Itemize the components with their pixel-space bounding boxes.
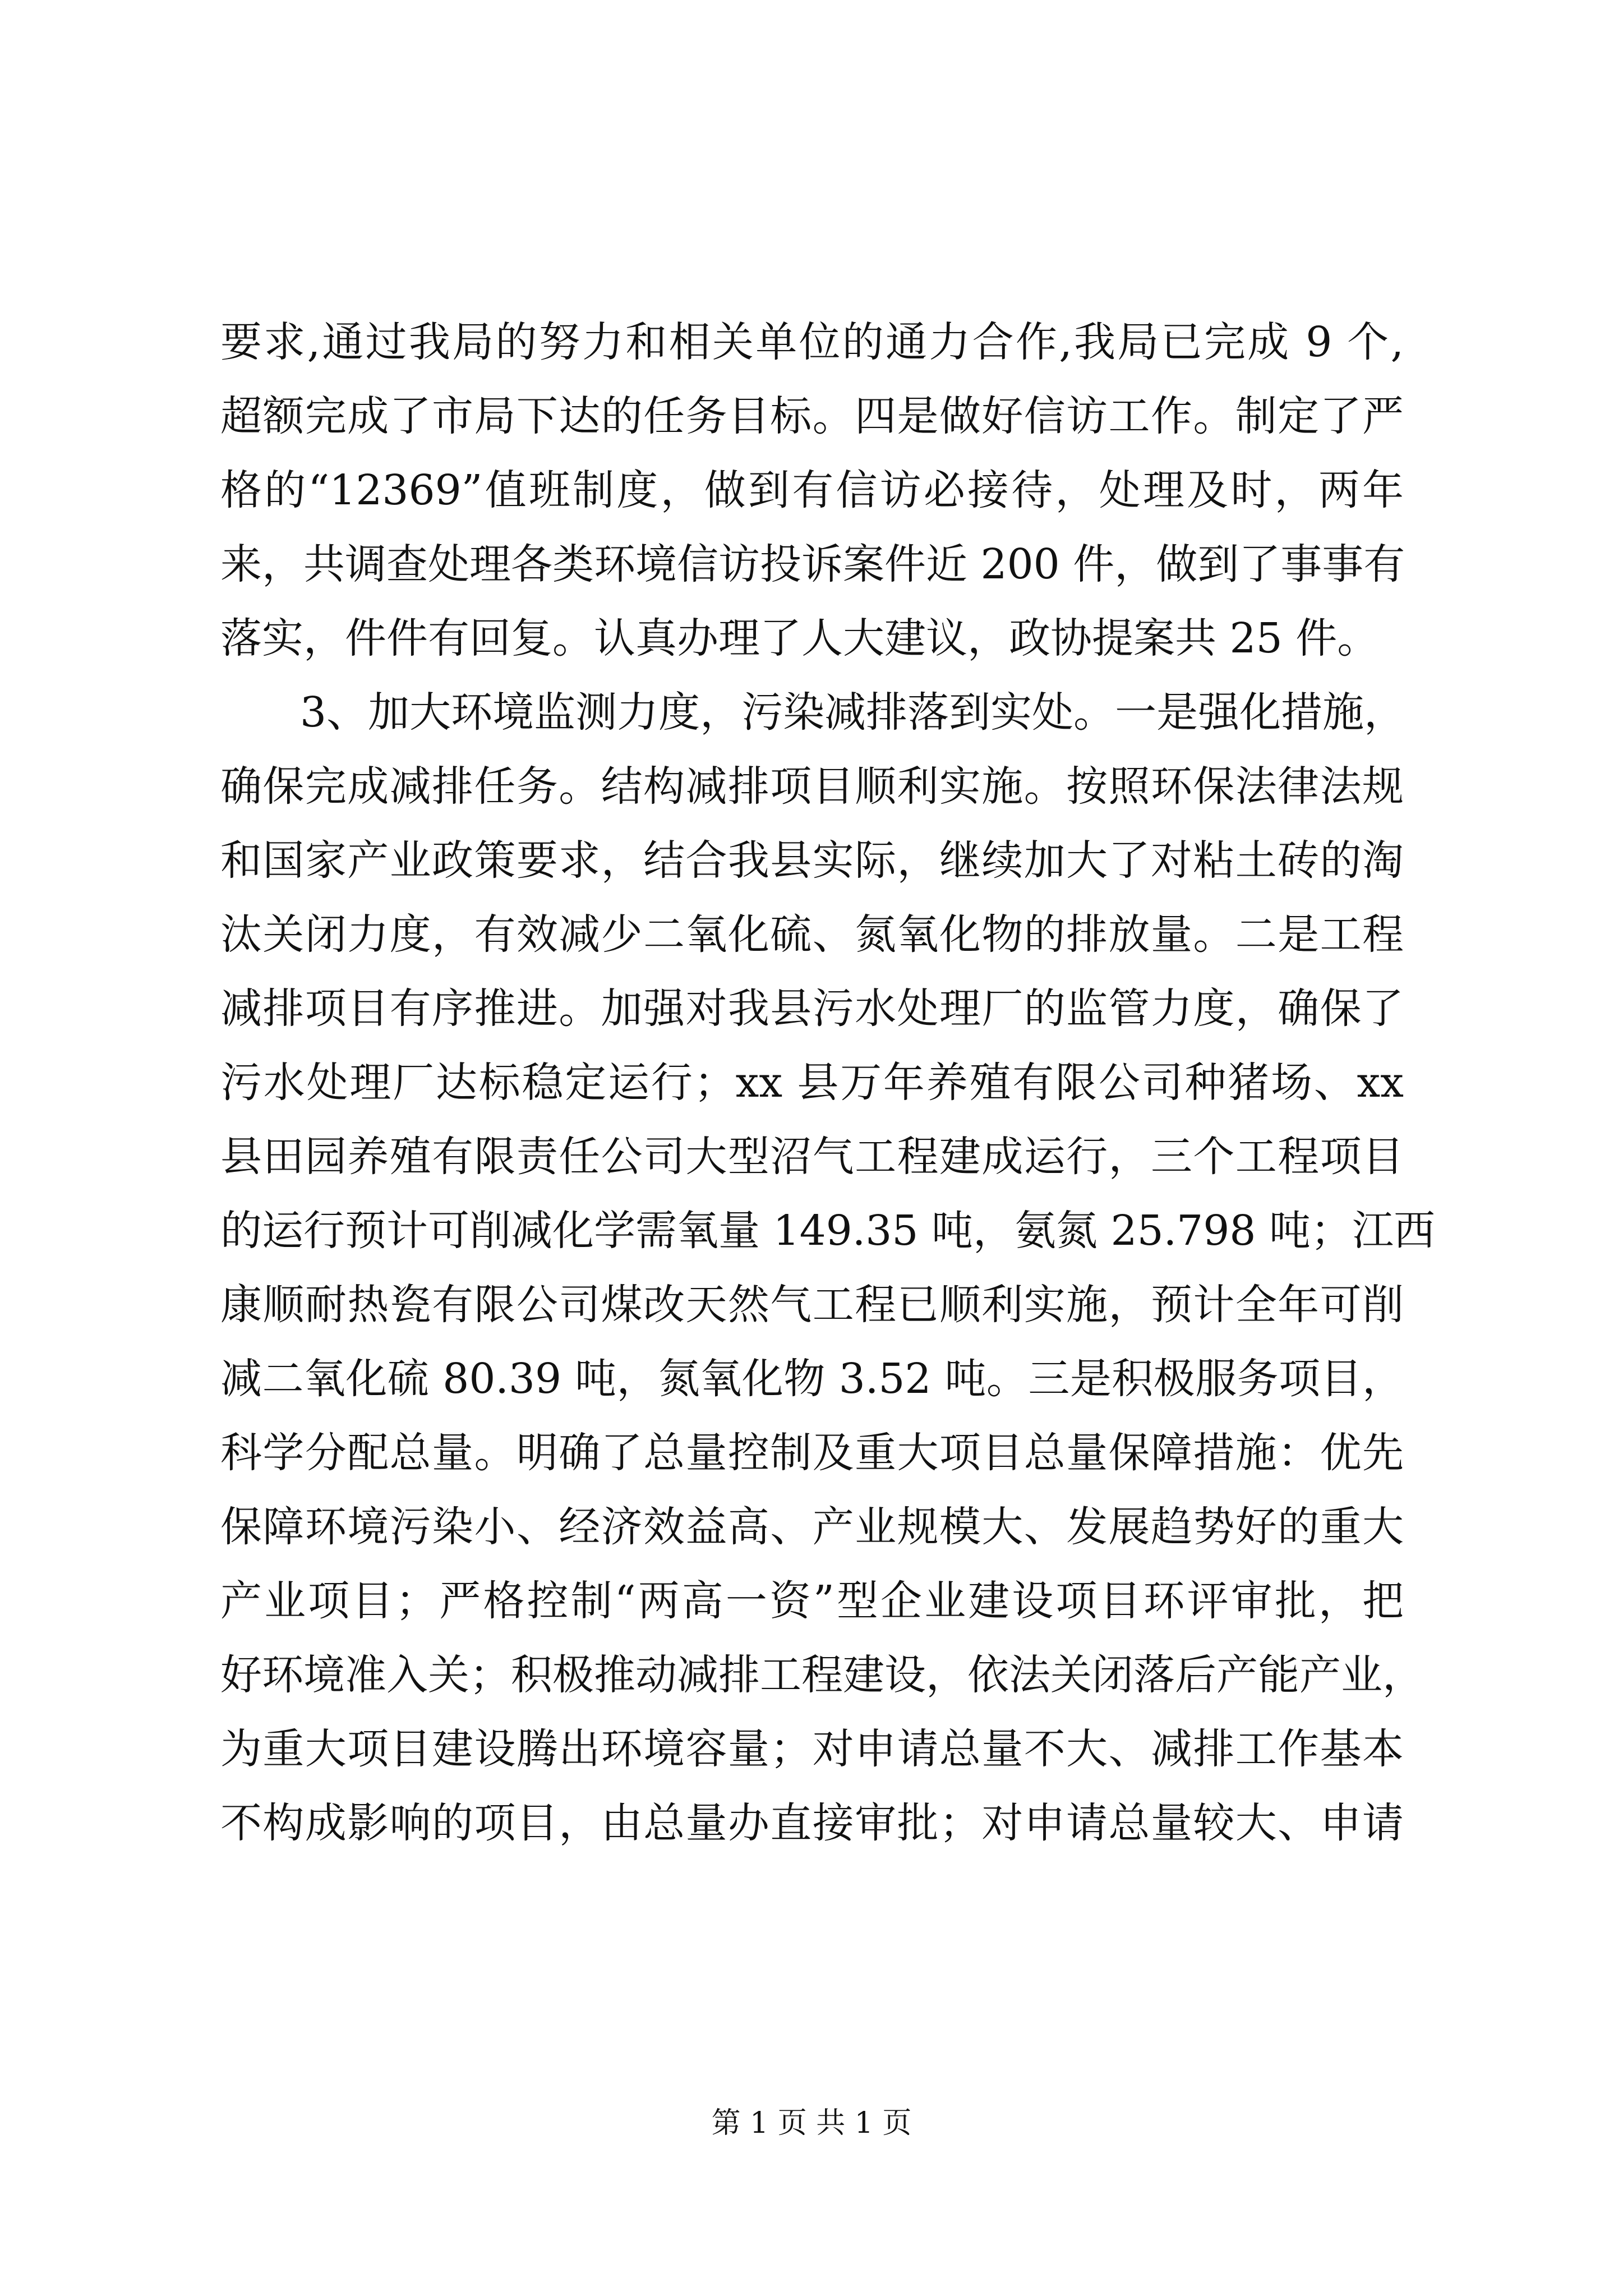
text-line-3: 格的“12369”值班制度，做到有信访必接待，处理及时，两年 xyxy=(220,466,1404,514)
text-line-14: 康顺耐热瓷有限公司煤改天然气工程已顺利实施，预计全年可削 xyxy=(220,1281,1404,1329)
text-line-12: 县田园养殖有限责任公司大型沼气工程建成运行，三个工程项目 xyxy=(220,1133,1404,1181)
text-line-16: 科学分配总量。明确了总量控制及重大项目总量保障措施：优先 xyxy=(220,1429,1404,1477)
text-line-10: 减排项目有序推进。加强对我县污水处理厂的监管力度，确保了 xyxy=(220,984,1404,1033)
text-line-21: 不构成影响的项目，由总量办直接审批；对申请总量较大、申请 xyxy=(220,1799,1404,1847)
text-line-1: 要求,通过我局的努力和相关单位的通力合作,我局已完成 9 个, xyxy=(220,318,1404,366)
text-line-5: 落实，件件有回复。认真办理了人大建议，政协提案共 25 件。 xyxy=(220,614,1379,662)
text-line-17: 保障环境污染小、经济效益高、产业规模大、发展趋势好的重大 xyxy=(220,1503,1404,1551)
text-line-13: 的运行预计可削减化学需氧量 149.35 吨，氨氮 25.798 吨；江西 xyxy=(220,1207,1435,1255)
text-line-20: 为重大项目建设腾出环境容量；对申请总量不大、减排工作基本 xyxy=(220,1725,1404,1773)
paragraph-3-first-line: 3、加大环境监测力度，污染减排落到实处。一是强化措施， xyxy=(300,688,1406,737)
text-line-8: 和国家产业政策要求，结合我县实际，继续加大了对粘土砖的淘 xyxy=(220,836,1404,885)
text-line-2: 超额完成了市局下达的任务目标。四是做好信访工作。制定了严 xyxy=(220,392,1404,440)
text-line-19: 好环境准入关；积极推动减排工程建设，依法关闭落后产能产业， xyxy=(220,1651,1424,1699)
text-line-15: 减二氧化硫 80.39 吨，氮氧化物 3.52 吨。三是积极服务项目， xyxy=(220,1355,1404,1403)
text-line-18: 产业项目；严格控制“两高一资”型企业建设项目环评审批，把 xyxy=(220,1577,1404,1625)
text-line-4: 来，共调查处理各类环境信访投诉案件近 200 件，做到了事事有 xyxy=(220,540,1405,588)
text-line-9: 汰关闭力度，有效减少二氧化硫、氮氧化物的排放量。二是工程 xyxy=(220,910,1404,959)
text-line-7: 确保完成减排任务。结构减排项目顺利实施。按照环保法律法规 xyxy=(220,762,1404,811)
page-number-footer: 第 1 页 共 1 页 xyxy=(711,2106,912,2140)
text-line-11: 污水处理厂达标稳定运行；xx 县万年养殖有限公司种猪场、xx xyxy=(220,1059,1404,1107)
